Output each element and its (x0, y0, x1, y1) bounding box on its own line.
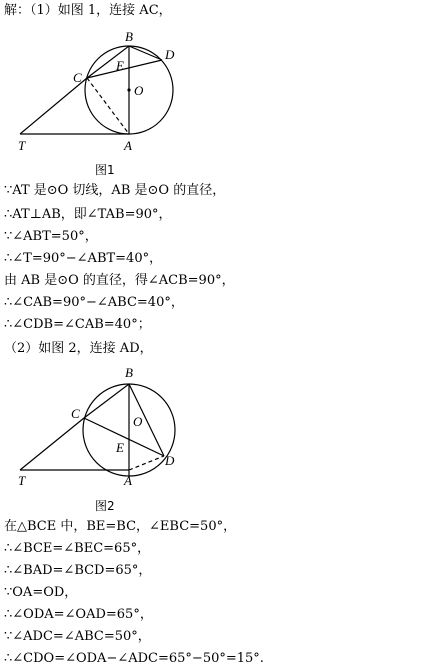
fig1-label-E: E (116, 58, 124, 73)
fig1-caption: 图1 (95, 163, 115, 177)
fig2-line-TC (20, 418, 84, 470)
fig2-label-O: O (133, 414, 143, 429)
part1-header: 解：（1）如图 1，连接 AC， (4, 3, 172, 18)
fig2-dashed-AD (129, 456, 164, 470)
part2-step-1: 在△BCE 中，BE=BC，∠EBC=50°， (4, 519, 237, 534)
fig2-caption: 图2 (95, 499, 115, 513)
fig1-label-D: D (165, 47, 175, 62)
part2-header: （2）如图 2，连接 AD， (4, 341, 153, 356)
part2-step-7: ∴∠CDO=∠ODA−∠ADC=65°−50°=15°. (4, 651, 264, 666)
fig1-center-dot (127, 88, 130, 91)
part1-step-3: ∵∠ABT=50°， (4, 229, 98, 244)
fig2-label-T: T (18, 473, 26, 488)
fig2-line-CD (84, 418, 164, 456)
fig1-label-O: O (134, 83, 144, 98)
part1-step-4: ∴∠T=90°−∠ABT=40°， (4, 251, 163, 266)
fig1-label-A: A (124, 138, 132, 153)
part2-step-6: ∵∠ADC=∠ABC=50°， (4, 629, 151, 644)
fig1-dashed-AC (87, 78, 129, 134)
fig2-label-B: B (125, 365, 133, 380)
fig1-line-TC (20, 78, 87, 134)
fig2-label-A: A (124, 473, 132, 488)
part2-step-2: ∴∠BCE=∠BEC=65°， (4, 541, 151, 556)
fig2-line-CB (84, 384, 129, 418)
fig1-label-C: C (73, 70, 82, 85)
part2-step-3: ∴∠BAD=∠BCD=65°， (4, 563, 152, 578)
fig2-label-E: E (116, 440, 124, 455)
part2-step-4: ∵OA=OD， (4, 585, 78, 600)
fig2-label-D: D (165, 453, 175, 468)
part1-step-1: ∵AT 是⊙O 切线，AB 是⊙O 的直径， (4, 183, 226, 198)
fig1-line-BD (129, 46, 162, 60)
part1-step-2: ∴AT⊥AB，即∠TAB=90°， (4, 207, 172, 222)
part1-step-7: ∴∠CDB=∠CAB=40°； (4, 317, 151, 332)
part1-step-6: ∴∠CAB=90°−∠ABC=40°， (4, 295, 184, 310)
part2-step-5: ∴∠ODA=∠OAD=65°， (4, 607, 153, 622)
figure-2 (0, 360, 433, 500)
fig2-label-C: C (71, 406, 80, 421)
fig1-label-T: T (18, 138, 26, 153)
fig1-label-B: B (125, 29, 133, 44)
part1-step-5: 由 AB 是⊙O 的直径，得∠ACB=90°， (4, 273, 235, 288)
figure-1 (0, 22, 433, 202)
